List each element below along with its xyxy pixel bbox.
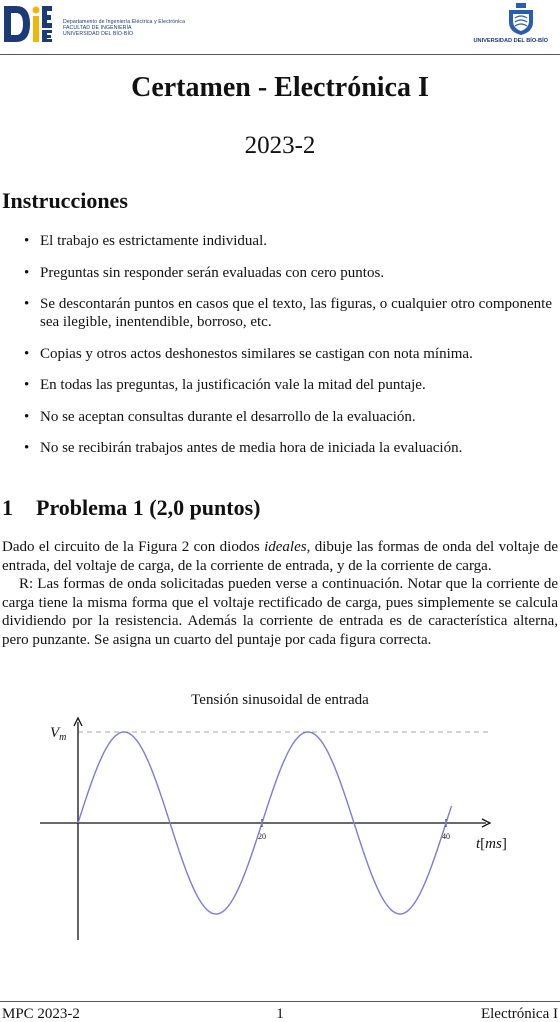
x-axis-label: t[ms] <box>476 836 507 852</box>
instruction-item: • En todas las preguntas, la justificación vale la mitad del puntaje. <box>24 377 426 393</box>
university-name: UNIVERSIDAD DEL BÍO-BÍO <box>473 38 548 44</box>
instruction-item: • Copias y otros actos deshonestos similares se castigan con nota mínima. <box>24 345 473 362</box>
footer-rule <box>0 1001 560 1002</box>
department-text: Departamento de Ingeniería Eléctrica y Electrónica FACULTAD DE INGENIERÍA UNIVERSIDAD DEL BÍO-BÍO <box>63 19 186 38</box>
exam-term: 2023-2 <box>244 132 316 159</box>
header-rule <box>0 54 560 55</box>
vm-label: $V_m$ <box>50 725 67 743</box>
problem-answer: R: Las formas de onda solicitadas pueden verse a continuación. Notar que la corriente de carga tiene la misma forma que el voltaje rectificado de carga, pues simplemente se calcula dividiendo por la resistencia. Además la corriente de entrada es de característica alterna, pero punzante. Se asigna un cuarto del puntaje por cada figura correcta. <box>2 576 558 648</box>
problem-heading <box>2 495 261 521</box>
bullet-icon: • <box>24 233 30 249</box>
instructions-list <box>24 232 552 471</box>
chart-title: Tensión sinusoidal de entrada <box>191 692 369 708</box>
instruction-item: • No se aceptan consultas durante el desarrollo de la evaluación. <box>24 408 416 425</box>
university-crest-icon <box>506 2 536 36</box>
x-tick-label: 20 <box>258 832 266 841</box>
instruction-item: • El trabajo es estrictamente individual. <box>24 233 268 249</box>
page-header <box>0 0 560 56</box>
bullet-icon: • <box>24 264 30 281</box>
instruction-item: • No se recibirán trabajos antes de media hora de iniciada la evaluación. <box>24 440 463 456</box>
problem-statement: Dado el circuito de la Figura 2 con diodos ideales, dibuje las formas de onda del voltaje de entrada, del voltaje de carga, de la corriente de entrada, y de la corriente de carga. <box>2 539 558 574</box>
x-tick-label: 40 <box>442 832 450 841</box>
footer-course-name: Electrónica I <box>480 1006 558 1022</box>
problem-number: 1 <box>2 495 13 520</box>
footer-course-code: MPC 2023-2 <box>2 1006 80 1022</box>
instruction-item: • Preguntas sin responder serán evaluadas con cero puntos. <box>24 264 385 281</box>
instructions-heading: Instrucciones <box>2 188 128 213</box>
sine-chart <box>40 688 520 948</box>
instruction-item: • Se descontarán puntos en casos que el texto, las figuras, o cualquier otro componente sea ilegible, inentendible, borroso, etc. <box>24 296 552 330</box>
page-number: 1 <box>276 1006 284 1022</box>
problem-title: Problema 1 (2,0 puntos) <box>36 495 261 520</box>
bullet-icon: • <box>24 377 30 393</box>
die-logo <box>2 2 64 46</box>
bullet-icon: • <box>24 345 30 362</box>
bullet-icon: • <box>24 296 30 312</box>
bullet-icon: • <box>24 440 30 456</box>
bullet-icon: • <box>24 408 30 425</box>
exam-title: Certamen - Electrónica I <box>131 72 429 103</box>
